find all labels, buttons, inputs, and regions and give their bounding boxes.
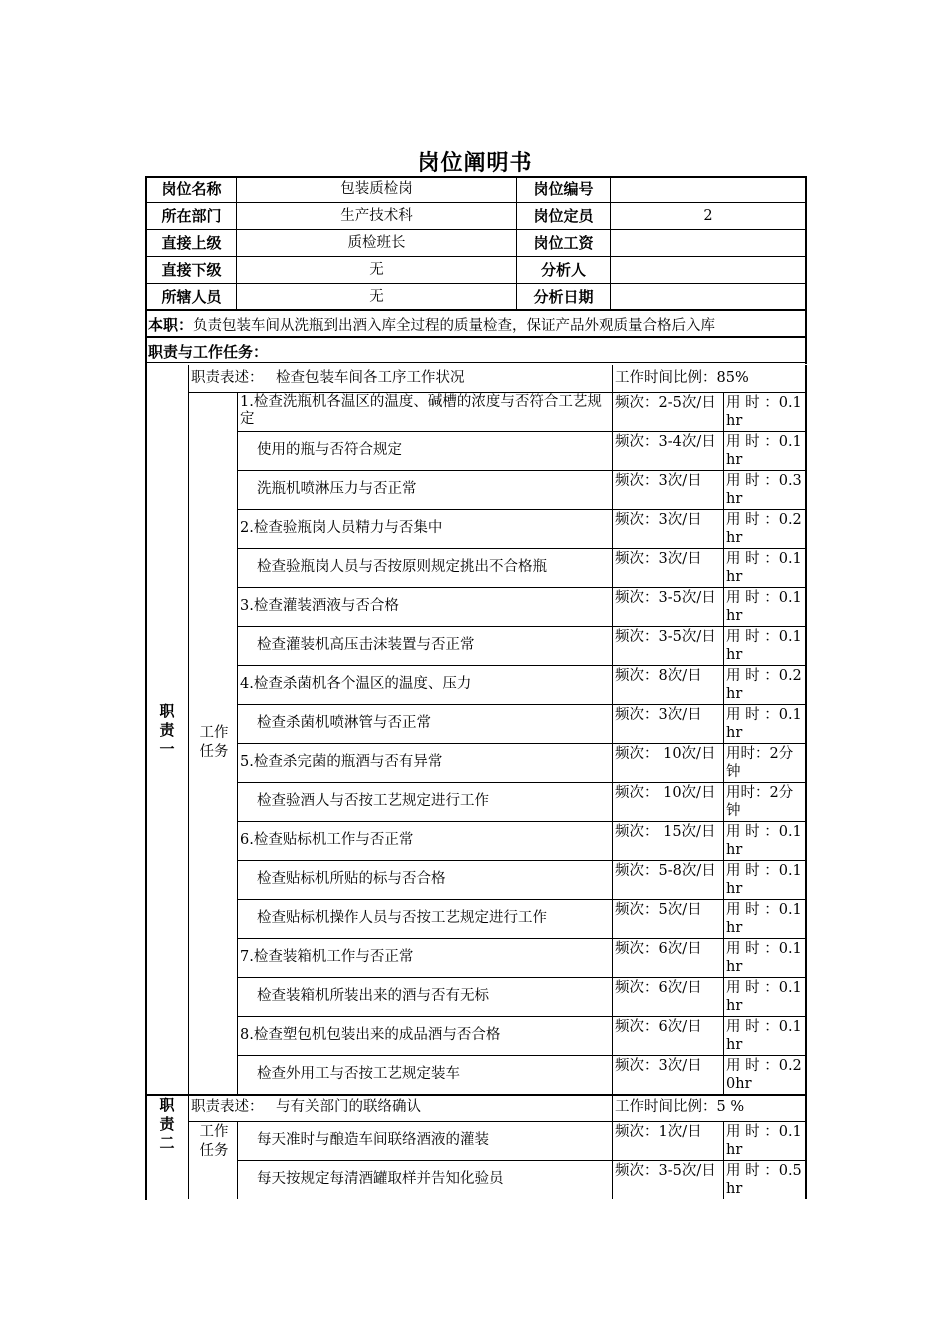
task-description: 5.检查杀完菌的瓶酒与否有异常 bbox=[240, 754, 443, 770]
grid-line bbox=[237, 782, 807, 783]
task-description: 2.检查验瓶岗人员精力与否集中 bbox=[240, 520, 443, 536]
grid-line bbox=[237, 431, 807, 432]
grid-line bbox=[237, 899, 807, 900]
responsibility-name: 职 责 二 bbox=[159, 1096, 175, 1152]
responsibility-desc-label: 职责表述： bbox=[191, 1099, 264, 1115]
grid-line bbox=[612, 860, 613, 899]
table-border-right bbox=[805, 1055, 807, 1094]
task-frequency: 频次：3次/日 bbox=[615, 707, 702, 723]
value-subordinate: 无 bbox=[369, 262, 384, 278]
grid-line bbox=[723, 704, 724, 743]
table-border-right bbox=[805, 704, 807, 743]
document-title: 岗位阐明书 bbox=[417, 151, 533, 176]
responsibility-desc: 与有关部门的联络确认 bbox=[276, 1099, 421, 1115]
table-border-right bbox=[805, 626, 807, 665]
task-label: 工作任务 bbox=[199, 1124, 229, 1159]
grid-line bbox=[237, 704, 807, 705]
grid-line bbox=[612, 782, 613, 821]
task-description: 使用的瓶与否符合规定 bbox=[257, 442, 402, 458]
table-border-right bbox=[805, 899, 807, 938]
label-staff: 所辖人员 bbox=[161, 288, 222, 306]
grid-line bbox=[145, 256, 807, 257]
grid-line bbox=[723, 821, 724, 860]
grid-line bbox=[612, 1121, 613, 1160]
grid-line bbox=[723, 626, 724, 665]
grid-line bbox=[723, 1121, 724, 1160]
task-duration: 用 时 ：0.1hr bbox=[726, 863, 802, 897]
grid-line bbox=[612, 470, 613, 509]
grid-line bbox=[723, 509, 724, 548]
task-description: 每天按规定每清酒罐取样并告知化验员 bbox=[257, 1171, 504, 1187]
duty-label: 本职： bbox=[148, 316, 194, 334]
task-duration: 用 时 ：0.1hr bbox=[726, 824, 802, 858]
task-frequency: 频次：2-5次/日 bbox=[615, 395, 716, 411]
table-border-left bbox=[145, 176, 147, 1200]
task-description: 4.检查杀菌机各个温区的温度、压力 bbox=[240, 676, 472, 692]
task-frequency: 频次：8次/日 bbox=[615, 668, 702, 684]
label-analyst: 分析人 bbox=[540, 261, 586, 279]
grid-line bbox=[612, 1160, 613, 1199]
grid-line bbox=[237, 860, 807, 861]
job-description-table bbox=[145, 176, 807, 1200]
grid-line bbox=[612, 548, 613, 587]
task-frequency: 频次： 10次/日 bbox=[615, 746, 716, 762]
task-description: 7.检查装箱机工作与否正常 bbox=[240, 949, 414, 965]
task-frequency: 频次： 10次/日 bbox=[615, 785, 716, 801]
task-frequency: 频次：3次/日 bbox=[615, 512, 702, 528]
grid-line bbox=[237, 1160, 807, 1161]
task-description: 检查外用工与否按工艺规定装车 bbox=[257, 1066, 460, 1082]
task-description: 检查杀菌机喷淋管与否正常 bbox=[257, 715, 431, 731]
value-department: 生产技术科 bbox=[340, 208, 413, 224]
task-frequency: 频次：3-5次/日 bbox=[615, 1163, 716, 1179]
grid-line bbox=[612, 938, 613, 977]
grid-line bbox=[145, 362, 807, 363]
grid-line bbox=[145, 1094, 807, 1096]
grid-line bbox=[237, 587, 807, 588]
grid-line bbox=[612, 665, 613, 704]
grid-line bbox=[723, 899, 724, 938]
grid-line bbox=[237, 1055, 807, 1056]
table-border-right bbox=[805, 470, 807, 509]
table-border-right bbox=[805, 665, 807, 704]
task-frequency: 频次：5-8次/日 bbox=[615, 863, 716, 879]
task-duration: 用 时 ：0.2hr bbox=[726, 512, 802, 546]
grid-line bbox=[612, 743, 613, 782]
grid-line bbox=[237, 821, 807, 822]
table-border-right bbox=[805, 782, 807, 821]
grid-line bbox=[188, 1094, 189, 1199]
task-description: 检查装箱机所装出来的酒与否有无标 bbox=[257, 988, 489, 1004]
grid-line bbox=[237, 392, 238, 1094]
grid-line bbox=[145, 309, 807, 311]
task-description: 检查验瓶岗人员与否按原则规定挑出不合格瓶 bbox=[257, 559, 547, 575]
grid-line bbox=[145, 202, 807, 203]
table-border-right bbox=[805, 743, 807, 782]
grid-line bbox=[723, 782, 724, 821]
grid-line bbox=[723, 470, 724, 509]
grid-line bbox=[145, 229, 807, 230]
grid-line bbox=[723, 1016, 724, 1055]
grid-line bbox=[612, 1094, 613, 1121]
label-analysis-date: 分析日期 bbox=[533, 288, 594, 306]
grid-line bbox=[612, 977, 613, 1016]
label-department: 所在部门 bbox=[161, 207, 222, 225]
task-duration: 用 时 ：0.20hr bbox=[726, 1058, 802, 1092]
task-description: 洗瓶机喷淋压力与否正常 bbox=[257, 481, 417, 497]
grid-line bbox=[612, 1016, 613, 1055]
task-frequency: 频次：6次/日 bbox=[615, 941, 702, 957]
grid-line bbox=[723, 548, 724, 587]
task-duration: 用 时 ：0.1hr bbox=[726, 434, 802, 468]
grid-line bbox=[723, 743, 724, 782]
duty-row bbox=[148, 317, 715, 335]
task-description: 检查贴标机操作人员与否按工艺规定进行工作 bbox=[257, 910, 547, 926]
grid-line bbox=[723, 392, 724, 431]
table-border-right bbox=[805, 977, 807, 1016]
task-frequency: 频次： 15次/日 bbox=[615, 824, 716, 840]
task-duration: 用 时 ：0.1hr bbox=[726, 707, 802, 741]
task-duration: 用 时 ：0.1hr bbox=[726, 395, 802, 429]
value-staff: 无 bbox=[369, 289, 384, 305]
task-duration: 用 时 ：0.1hr bbox=[726, 551, 802, 585]
task-frequency: 频次：5次/日 bbox=[615, 902, 702, 918]
task-description: 每天准时与酿造车间联络酒液的灌装 bbox=[257, 1132, 489, 1148]
grid-line bbox=[723, 1055, 724, 1094]
grid-line bbox=[237, 470, 807, 471]
label-subordinate: 直接下级 bbox=[161, 261, 222, 279]
task-description: 检查贴标机所贴的标与否合格 bbox=[257, 871, 446, 887]
label-supervisor: 直接上级 bbox=[161, 234, 222, 252]
value-headcount: 2 bbox=[703, 208, 713, 224]
task-description: 3.检查灌装酒液与否合格 bbox=[240, 598, 399, 614]
grid-line bbox=[723, 431, 724, 470]
grid-line bbox=[612, 626, 613, 665]
responsibility-name: 职 责 一 bbox=[159, 701, 175, 758]
table-border-right bbox=[805, 938, 807, 977]
grid-line bbox=[612, 704, 613, 743]
grid-line bbox=[612, 821, 613, 860]
task-frequency: 频次：1次/日 bbox=[615, 1124, 702, 1140]
grid-line bbox=[610, 176, 611, 310]
grid-line bbox=[237, 548, 807, 549]
grid-line bbox=[237, 977, 807, 978]
grid-line bbox=[188, 365, 189, 1094]
table-border-right bbox=[805, 587, 807, 626]
table-border-right bbox=[805, 860, 807, 899]
grid-line bbox=[237, 938, 807, 939]
table-border-right bbox=[805, 821, 807, 860]
task-frequency: 频次：3次/日 bbox=[615, 1058, 702, 1074]
grid-line bbox=[237, 509, 807, 510]
table-border-right bbox=[805, 1160, 807, 1199]
table-border-right bbox=[805, 392, 807, 431]
grid-line bbox=[612, 392, 613, 431]
table-border-right bbox=[805, 365, 807, 392]
section-title: 职责与工作任务： bbox=[148, 343, 269, 361]
label-salary: 岗位工资 bbox=[533, 234, 594, 252]
task-duration: 用 时 ：0.1hr bbox=[726, 1019, 802, 1053]
task-duration: 用 时 ：0.3hr bbox=[726, 473, 802, 507]
task-duration: 用 时 ：0.1hr bbox=[726, 590, 802, 624]
grid-line bbox=[237, 665, 807, 666]
table-border-right bbox=[805, 431, 807, 470]
task-frequency: 频次：3-5次/日 bbox=[615, 590, 716, 606]
grid-line bbox=[145, 283, 807, 284]
grid-line bbox=[188, 392, 807, 393]
time-ratio: 工作时间比例：5 % bbox=[615, 1099, 745, 1115]
task-description: 6.检查贴标机工作与否正常 bbox=[240, 832, 414, 848]
task-duration: 用时：2分钟 bbox=[726, 785, 794, 819]
grid-line bbox=[145, 336, 807, 338]
table-border-right bbox=[805, 548, 807, 587]
grid-line bbox=[723, 587, 724, 626]
task-frequency: 频次：3-4次/日 bbox=[615, 434, 716, 450]
grid-line bbox=[237, 743, 807, 744]
grid-line bbox=[612, 1055, 613, 1094]
grid-line bbox=[723, 665, 724, 704]
task-duration: 用 时 ：0.1hr bbox=[726, 629, 802, 663]
task-duration: 用时：2分钟 bbox=[726, 746, 794, 780]
task-description: 8.检查塑包机包装出来的成品酒与否合格 bbox=[240, 1027, 501, 1043]
grid-line bbox=[723, 1160, 724, 1199]
responsibility-desc-label: 职责表述： bbox=[191, 370, 264, 386]
task-frequency: 频次：3次/日 bbox=[615, 551, 702, 567]
task-label: 工作任务 bbox=[199, 725, 229, 760]
task-duration: 用 时 ：0.5hr bbox=[726, 1163, 802, 1197]
grid-line bbox=[612, 431, 613, 470]
table-border-right bbox=[805, 1121, 807, 1160]
task-description: 检查验酒人与否按工艺规定进行工作 bbox=[257, 793, 489, 809]
task-duration: 用 时 ：0.1hr bbox=[726, 902, 802, 936]
task-duration: 用 时 ：0.1hr bbox=[726, 1124, 802, 1158]
table-border-right bbox=[805, 509, 807, 548]
label-headcount: 岗位定员 bbox=[533, 207, 594, 225]
task-frequency: 频次：6次/日 bbox=[615, 1019, 702, 1035]
duty-text: 负责包装车间从洗瓶到出酒入库全过程的质量检查，保证产品外观质量合格后入库 bbox=[193, 318, 716, 334]
grid-line bbox=[723, 977, 724, 1016]
value-position-name: 包装质检岗 bbox=[340, 181, 413, 197]
grid-line bbox=[237, 1121, 238, 1199]
time-ratio: 工作时间比例：85% bbox=[615, 370, 749, 386]
grid-line bbox=[612, 509, 613, 548]
table-border-right bbox=[805, 1016, 807, 1055]
label-position-name: 岗位名称 bbox=[161, 180, 222, 198]
task-duration: 用 时 ：0.2hr bbox=[726, 668, 802, 702]
grid-line bbox=[237, 1016, 807, 1017]
task-frequency: 频次：6次/日 bbox=[615, 980, 702, 996]
grid-line bbox=[723, 938, 724, 977]
grid-line bbox=[612, 365, 613, 392]
grid-line bbox=[188, 1121, 807, 1122]
value-supervisor: 质检班长 bbox=[347, 235, 406, 251]
grid-line bbox=[612, 899, 613, 938]
task-frequency: 频次：3次/日 bbox=[615, 473, 702, 489]
task-frequency: 频次：3-5次/日 bbox=[615, 629, 716, 645]
table-border-right bbox=[805, 1094, 807, 1121]
task-description: 检查灌装机高压击沫装置与否正常 bbox=[257, 637, 475, 653]
task-duration: 用 时 ：0.1hr bbox=[726, 980, 802, 1014]
grid-line bbox=[612, 587, 613, 626]
task-duration: 用 时 ：0.1hr bbox=[726, 941, 802, 975]
grid-line bbox=[723, 860, 724, 899]
table-border-top bbox=[145, 176, 807, 178]
task-description: 1.检查洗瓶机各温区的温度、碱槽的浓度与否符合工艺规定 bbox=[240, 394, 602, 427]
grid-line bbox=[237, 626, 807, 627]
label-position-code: 岗位编号 bbox=[533, 180, 594, 198]
responsibility-desc: 检查包装车间各工序工作状况 bbox=[276, 370, 465, 386]
